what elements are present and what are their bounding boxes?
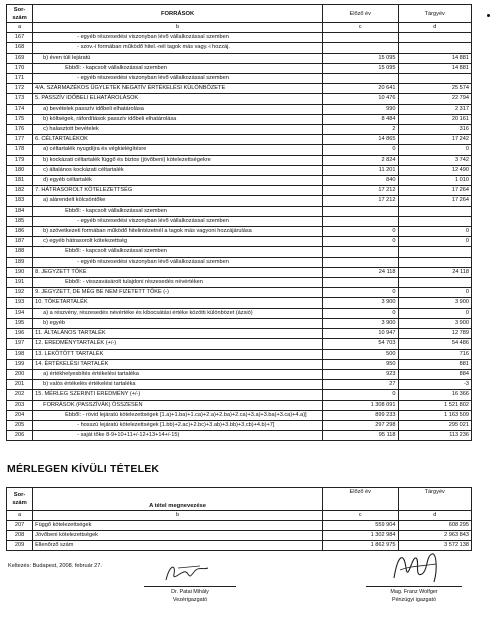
table-row (7, 33, 472, 43)
column-letter: d (398, 511, 472, 521)
current-year-value: 14 881 (398, 53, 472, 63)
previous-year-value: 11 201 (323, 165, 398, 175)
section-title: MÉRLEGEN KÍVÜLI TÉTELEK (7, 463, 160, 475)
current-year-value: 2 317 (398, 104, 472, 114)
row-number: 205 (7, 420, 33, 430)
previous-year-value: 923 (323, 369, 398, 379)
row-number: 201 (7, 380, 33, 390)
table-row (7, 53, 472, 63)
place-and-date: Keltezés: Budapest, 2008. február 27. (8, 563, 102, 569)
table-row (7, 267, 472, 277)
row-label: 8. JEGYZETT TŐKE (33, 267, 323, 277)
table-row (7, 278, 472, 288)
current-year-value: 24 118 (398, 267, 472, 277)
current-year-value (398, 278, 472, 288)
row-label: a) alárendelt kölcsöntőke (33, 196, 323, 206)
header-item-name: FORRÁSOK (33, 5, 323, 23)
row-label: 9. JEGYZETT, DE MÉG BE NEM FIZETETT TŐKE (-) (33, 288, 323, 298)
previous-year-value: 500 (323, 349, 398, 359)
row-label: Ebből: - kapcsolt vállalkozással szemben (33, 63, 323, 73)
table-row (7, 431, 472, 441)
row-number: 208 (7, 531, 33, 541)
table-row (7, 155, 472, 165)
current-year-value: 0 (398, 227, 472, 237)
table-row (7, 531, 472, 541)
signatory-right (362, 589, 466, 603)
current-year-value: 1 521 802 (398, 400, 472, 410)
table-row (7, 74, 472, 84)
off-balance-rows (7, 521, 472, 551)
table-row (7, 288, 472, 298)
liabilities-rows (7, 33, 472, 441)
previous-year-value: 840 (323, 176, 398, 186)
row-number: 190 (7, 267, 33, 277)
previous-year-value: 2 (323, 125, 398, 135)
current-year-value: 20 161 (398, 114, 472, 124)
table-row (7, 420, 472, 430)
column-letter: d (398, 23, 472, 33)
row-number: 173 (7, 94, 33, 104)
signature-left-icon (160, 560, 220, 586)
table-row (7, 400, 472, 410)
row-number: 176 (7, 125, 33, 135)
previous-year-value: 0 (323, 390, 398, 400)
previous-year-value (323, 43, 398, 53)
current-year-value (398, 257, 472, 267)
previous-year-value: 8 484 (323, 114, 398, 124)
table-header-row (7, 5, 472, 23)
current-year-value: 54 486 (398, 339, 472, 349)
previous-year-value: 1 862 975 (323, 541, 398, 551)
table-row (7, 410, 472, 420)
table-row (7, 104, 472, 114)
previous-year-value: 3 900 (323, 298, 398, 308)
previous-year-value (323, 247, 398, 257)
header-row-number: Sor- szám (7, 5, 33, 23)
current-year-value: 12 490 (398, 165, 472, 175)
current-year-value: 884 (398, 369, 472, 379)
table-row (7, 43, 472, 53)
row-label: Ebből: - kapcsolt vállalkozással szemben (33, 206, 323, 216)
current-year-value: 25 574 (398, 84, 472, 94)
off-table-header-row (7, 488, 472, 511)
current-year-value: 3 572 138 (398, 541, 472, 551)
row-number: 202 (7, 390, 33, 400)
row-number: 188 (7, 247, 33, 257)
current-year-value: 17 242 (398, 135, 472, 145)
row-number: 209 (7, 541, 33, 551)
current-year-value: 0 (398, 288, 472, 298)
row-label: 11. ÁLTALÁNOS TARTALÉK (33, 329, 323, 339)
row-number: 178 (7, 145, 33, 155)
column-letter: c (323, 23, 398, 33)
column-letter: b (33, 511, 323, 521)
previous-year-value: 0 (323, 288, 398, 298)
row-label: a) céltartalék nyugdíjra és végkielégítésre (33, 145, 323, 155)
table-row (7, 196, 472, 206)
row-number: 185 (7, 216, 33, 226)
table-row (7, 114, 472, 124)
current-year-value: 0 (398, 237, 472, 247)
row-number: 172 (7, 84, 33, 94)
table-row (7, 521, 472, 531)
table-row (7, 380, 472, 390)
previous-year-value: 559 904 (323, 521, 398, 531)
previous-year-value: 0 (323, 145, 398, 155)
table-row (7, 329, 472, 339)
table-row (7, 145, 472, 155)
current-year-value: 716 (398, 349, 472, 359)
row-number: 193 (7, 298, 33, 308)
header-item-name: A tétel megnevezése (33, 488, 323, 511)
column-letter-row (7, 511, 472, 521)
row-number: 174 (7, 104, 33, 114)
row-number: 186 (7, 227, 33, 237)
table-row (7, 369, 472, 379)
previous-year-value: 17 212 (323, 186, 398, 196)
table-row (7, 349, 472, 359)
signature-line (144, 586, 236, 587)
previous-year-value: 990 (323, 104, 398, 114)
table-row (7, 298, 472, 308)
row-number: 181 (7, 176, 33, 186)
current-year-value: 3 900 (398, 298, 472, 308)
row-number: 192 (7, 288, 33, 298)
signature-right-icon (386, 548, 444, 590)
previous-year-value: 17 212 (323, 196, 398, 206)
previous-year-value (323, 33, 398, 43)
column-letter: c (323, 511, 398, 521)
previous-year-value: 3 900 (323, 318, 398, 328)
row-number: 191 (7, 278, 33, 288)
table-row (7, 176, 472, 186)
previous-year-value: 20 641 (323, 84, 398, 94)
table-row (7, 206, 472, 216)
previous-year-value: 15 095 (323, 63, 398, 73)
row-number: 168 (7, 43, 33, 53)
table-row (7, 63, 472, 73)
row-label: - egyéb részesedési viszonyban lévő vállalkozással szemben (33, 33, 323, 43)
row-label: 10. TŐKETARTALÉK (33, 298, 323, 308)
liabilities-table (6, 4, 472, 441)
row-number: 195 (7, 318, 33, 328)
previous-year-value: 0 (323, 237, 398, 247)
current-year-value (398, 74, 472, 84)
row-number: 184 (7, 206, 33, 216)
table-row (7, 237, 472, 247)
row-number: 194 (7, 308, 33, 318)
row-number: 182 (7, 186, 33, 196)
table-row (7, 308, 472, 318)
row-label: - egyéb részesedési viszonyban lévő vállalkozással szemben (33, 74, 323, 84)
row-label: - egyéb részesedési viszonyban lévő vállalkozással szemben (33, 216, 323, 226)
row-number: 207 (7, 521, 33, 531)
current-year-value (398, 33, 472, 43)
row-label: b) kockázati céltartalék függő és biztos (jövőbeni) kötelezettségekre (33, 155, 323, 165)
row-label: - szov.-i formában működő hitel.-nél tagok más vagy.-i hozzáj. (33, 43, 323, 53)
row-label: b) egyéb (33, 318, 323, 328)
row-number: 206 (7, 431, 33, 441)
previous-year-value (323, 216, 398, 226)
column-letter-row (7, 23, 472, 33)
row-number: 204 (7, 410, 33, 420)
margin-mark (487, 14, 490, 17)
row-label: 7. HÁTRASOROLT KÖTELEZETTSÉG (33, 186, 323, 196)
current-year-value (398, 43, 472, 53)
table-row (7, 186, 472, 196)
row-label: - saját tőke 8-9+10+11+/-12+13+14+/-15) (33, 431, 323, 441)
row-number: 170 (7, 63, 33, 73)
current-year-value: 17 264 (398, 186, 472, 196)
current-year-value: -3 (398, 380, 472, 390)
previous-year-value (323, 206, 398, 216)
table-row (7, 257, 472, 267)
current-year-value: 14 881 (398, 63, 472, 73)
signatory-name: Dr. Patai Mihály (171, 589, 209, 595)
previous-year-value: 95 118 (323, 431, 398, 441)
row-number: 198 (7, 349, 33, 359)
signatory-title: Vezérigazgató (172, 597, 208, 603)
header-current-year: Tárgyév (398, 5, 472, 23)
previous-year-value: 10 947 (323, 329, 398, 339)
row-number: 196 (7, 329, 33, 339)
current-year-value: 12 789 (398, 329, 472, 339)
previous-year-value (323, 278, 398, 288)
header-previous-year: Előző év (323, 5, 398, 23)
previous-year-value: 27 (323, 380, 398, 390)
current-year-value: 3 742 (398, 155, 472, 165)
previous-year-value: 1 308 091 (323, 400, 398, 410)
row-label: d) egyéb céltartalék (33, 176, 323, 186)
current-year-value: 17 264 (398, 196, 472, 206)
table-row (7, 84, 472, 94)
table-row (7, 318, 472, 328)
row-number: 187 (7, 237, 33, 247)
current-year-value: 295 021 (398, 420, 472, 430)
current-year-value: 881 (398, 359, 472, 369)
column-letter: a (7, 23, 33, 33)
current-year-value: 22 794 (398, 94, 472, 104)
signature-line (366, 586, 462, 587)
row-label: Ebből: - kapcsolt vállalkozással szemben (33, 247, 323, 257)
previous-year-value: 24 118 (323, 267, 398, 277)
table-row (7, 135, 472, 145)
row-number: 179 (7, 155, 33, 165)
current-year-value: 0 (398, 308, 472, 318)
row-label: 13. LEKÖTÖTT TARTALÉK (33, 349, 323, 359)
header-previous-year: Előző év (323, 488, 398, 511)
current-year-value: 608 295 (398, 521, 472, 531)
row-label: Ebből: - rövid lejáratú kötelezettségek [1.a)+1.ba)+1.ca)+2.a)+2.ba)+2.ca)+3.a)+3.ba)+3.ca)+4.a)] (33, 410, 323, 420)
row-label: 15. MÉRLEG SZERINTI EREDMÉNY (+/-) (33, 390, 323, 400)
current-year-value: 0 (398, 145, 472, 155)
row-number: 171 (7, 74, 33, 84)
row-number: 180 (7, 165, 33, 175)
table-row (7, 216, 472, 226)
row-label: a) bevételek passzív időbeli elhatárolása (33, 104, 323, 114)
previous-year-value: 1 302 984 (323, 531, 398, 541)
row-label: b) szövetkezeti formában működő hitelintézetnél a tagok más vagyoni hozzájárulása (33, 227, 323, 237)
row-label: 5. PASSZÍV IDŐBELI ELHATÁROLÁSOK (33, 94, 323, 104)
signatory-left (140, 589, 240, 603)
header-row-number: Sor- szám (7, 488, 33, 511)
row-number: 197 (7, 339, 33, 349)
column-letter: b (33, 23, 323, 33)
table-row (7, 125, 472, 135)
previous-year-value: 15 095 (323, 53, 398, 63)
row-label: - egyéb részesedési viszonyban lévő vállalkozással szemben (33, 257, 323, 267)
row-label: 14. ÉRTÉKELÉSI TARTALÉK (33, 359, 323, 369)
table-row (7, 390, 472, 400)
row-label: Függő kötelezettségek (33, 521, 323, 531)
row-number: 167 (7, 33, 33, 43)
previous-year-value (323, 257, 398, 267)
current-year-value: 1 163 509 (398, 410, 472, 420)
row-label: b) valós értékelés értékelési tartaléka (33, 380, 323, 390)
row-label: Jövőbeni kötelezettségek (33, 531, 323, 541)
previous-year-value (323, 74, 398, 84)
row-label: 4/A. SZÁRMAZÉKOS ÜGYLETEK NEGATÍV ÉRTÉKELÉSI KÜLÖNBÖZETE (33, 84, 323, 94)
row-label: c) általános kockázati céltartalék (33, 165, 323, 175)
row-number: 169 (7, 53, 33, 63)
row-number: 175 (7, 114, 33, 124)
previous-year-value: 297 298 (323, 420, 398, 430)
current-year-value: 316 (398, 125, 472, 135)
table-row (7, 339, 472, 349)
row-label: 12. EREDMÉNYTARTALÉK (+/-) (33, 339, 323, 349)
previous-year-value: 0 (323, 227, 398, 237)
row-label: a) értékhelyesbítés értékelési tartaléka (33, 369, 323, 379)
row-number: 203 (7, 400, 33, 410)
table-row (7, 247, 472, 257)
table-row (7, 165, 472, 175)
previous-year-value: 950 (323, 359, 398, 369)
current-year-value: 2 963 843 (398, 531, 472, 541)
off-balance-table (6, 487, 472, 551)
table-row (7, 227, 472, 237)
previous-year-value: 2 824 (323, 155, 398, 165)
table-row (7, 94, 472, 104)
current-year-value: 113 236 (398, 431, 472, 441)
signatory-title: Pénzügyi igazgató (391, 597, 437, 603)
table-row (7, 359, 472, 369)
row-label: b) éven túli lejáratú (33, 53, 323, 63)
signatory-name: Mag. Franz Wolfger (390, 589, 438, 595)
header-current-year: Tárgyév (398, 488, 472, 511)
row-label: b) költségek, ráfordítások passzív időbeli elhatárolása (33, 114, 323, 124)
current-year-value (398, 206, 472, 216)
row-label: 6. CÉLTARTALÉKOK (33, 135, 323, 145)
row-label: c) egyéb hátrasorolt kötelezettség (33, 237, 323, 247)
previous-year-value: 0 (323, 308, 398, 318)
row-label: c) halasztott bevételek (33, 125, 323, 135)
current-year-value (398, 247, 472, 257)
previous-year-value: 899 233 (323, 410, 398, 420)
row-number: 189 (7, 257, 33, 267)
previous-year-value: 54 703 (323, 339, 398, 349)
previous-year-value: 14 865 (323, 135, 398, 145)
row-label: FORRÁSOK (PASSZÍVÁK) ÖSSZESEN (33, 400, 323, 410)
row-label: a) a részvény, részesedés névértéke és kibocsátási értéke közötti különbözet (ázsió) (33, 308, 323, 318)
current-year-value (398, 216, 472, 226)
current-year-value: 1 010 (398, 176, 472, 186)
row-number: 199 (7, 359, 33, 369)
row-label: Ebből: - visszavásárolt tulajdoni részesedés névértéken (33, 278, 323, 288)
row-number: 200 (7, 369, 33, 379)
current-year-value: 16 366 (398, 390, 472, 400)
current-year-value: 3 900 (398, 318, 472, 328)
column-letter: a (7, 511, 33, 521)
previous-year-value: 10 476 (323, 94, 398, 104)
row-label: Ellenőrző szám (33, 541, 323, 551)
row-number: 177 (7, 135, 33, 145)
row-number: 183 (7, 196, 33, 206)
row-label: - hosszú lejáratú kötelezettségek [1.bb)+2.ac)+2.bc)+3.ab)+3.bb)+3.cb)+4.b)+7] (33, 420, 323, 430)
